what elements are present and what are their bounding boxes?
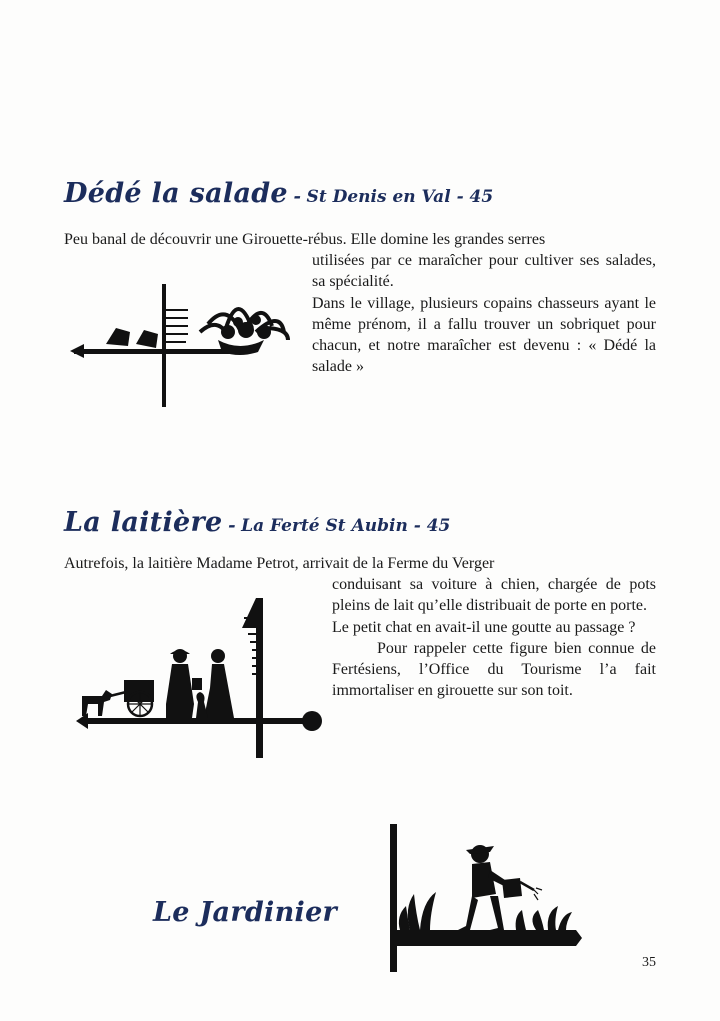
section2-title: La laitière — [64, 507, 223, 538]
section2-paragraph-2: Le petit chat en avait-il une goutte au passage ? — [332, 618, 636, 636]
section1-lead — [64, 229, 656, 250]
section1-location: St Denis en Val - 45 — [306, 187, 494, 207]
milkmaid-weathervane-icon — [74, 592, 324, 762]
section2-body — [332, 574, 656, 702]
section2-location: La Ferté St Aubin - 45 — [241, 516, 451, 536]
section1-paragraph-2: Dans le village, plusieurs copains chasseurs ayant le même prénom, il a fallu trouver un sobriquet pour chacun, et notre maraîcher est devenu : « Dédé la salade » — [312, 294, 656, 376]
section2-dash: - — [228, 515, 236, 536]
section1-heading — [64, 178, 493, 209]
section2-heading — [64, 507, 450, 538]
section1-title: Dédé la salade — [64, 178, 288, 209]
section2-paragraph-1: conduisant sa voiture à chien, chargée de pots pleins de lait qu’elle distribuait de porte en porte. — [332, 576, 656, 615]
section2-paragraph-3: Pour rappeler cette figure bien connue de Fertésiens, l’Office du Tourisme l’a fait immortaliser en girouette sur son toit. — [332, 639, 656, 700]
page-number: 35 — [642, 955, 656, 970]
section3-title: Le Jardinier — [153, 897, 338, 928]
section1-lead-text: Peu banal de découvrir une Girouette-rébus. Elle domine les grandes serres — [64, 231, 546, 248]
salad-weathervane-icon — [68, 280, 293, 410]
section1-body — [312, 250, 656, 378]
section1-paragraph-1: utilisées par ce maraîcher pour cultiver ses salades, sa spécialité. — [312, 252, 656, 291]
gardener-weathervane-icon — [386, 822, 586, 974]
section3-heading — [153, 897, 337, 928]
section2-lead-text: Autrefois, la laitière Madame Petrot, arrivait de la Ferme du Verger — [64, 555, 495, 572]
section2-lead — [64, 553, 656, 574]
section1-dash: - — [293, 186, 301, 207]
